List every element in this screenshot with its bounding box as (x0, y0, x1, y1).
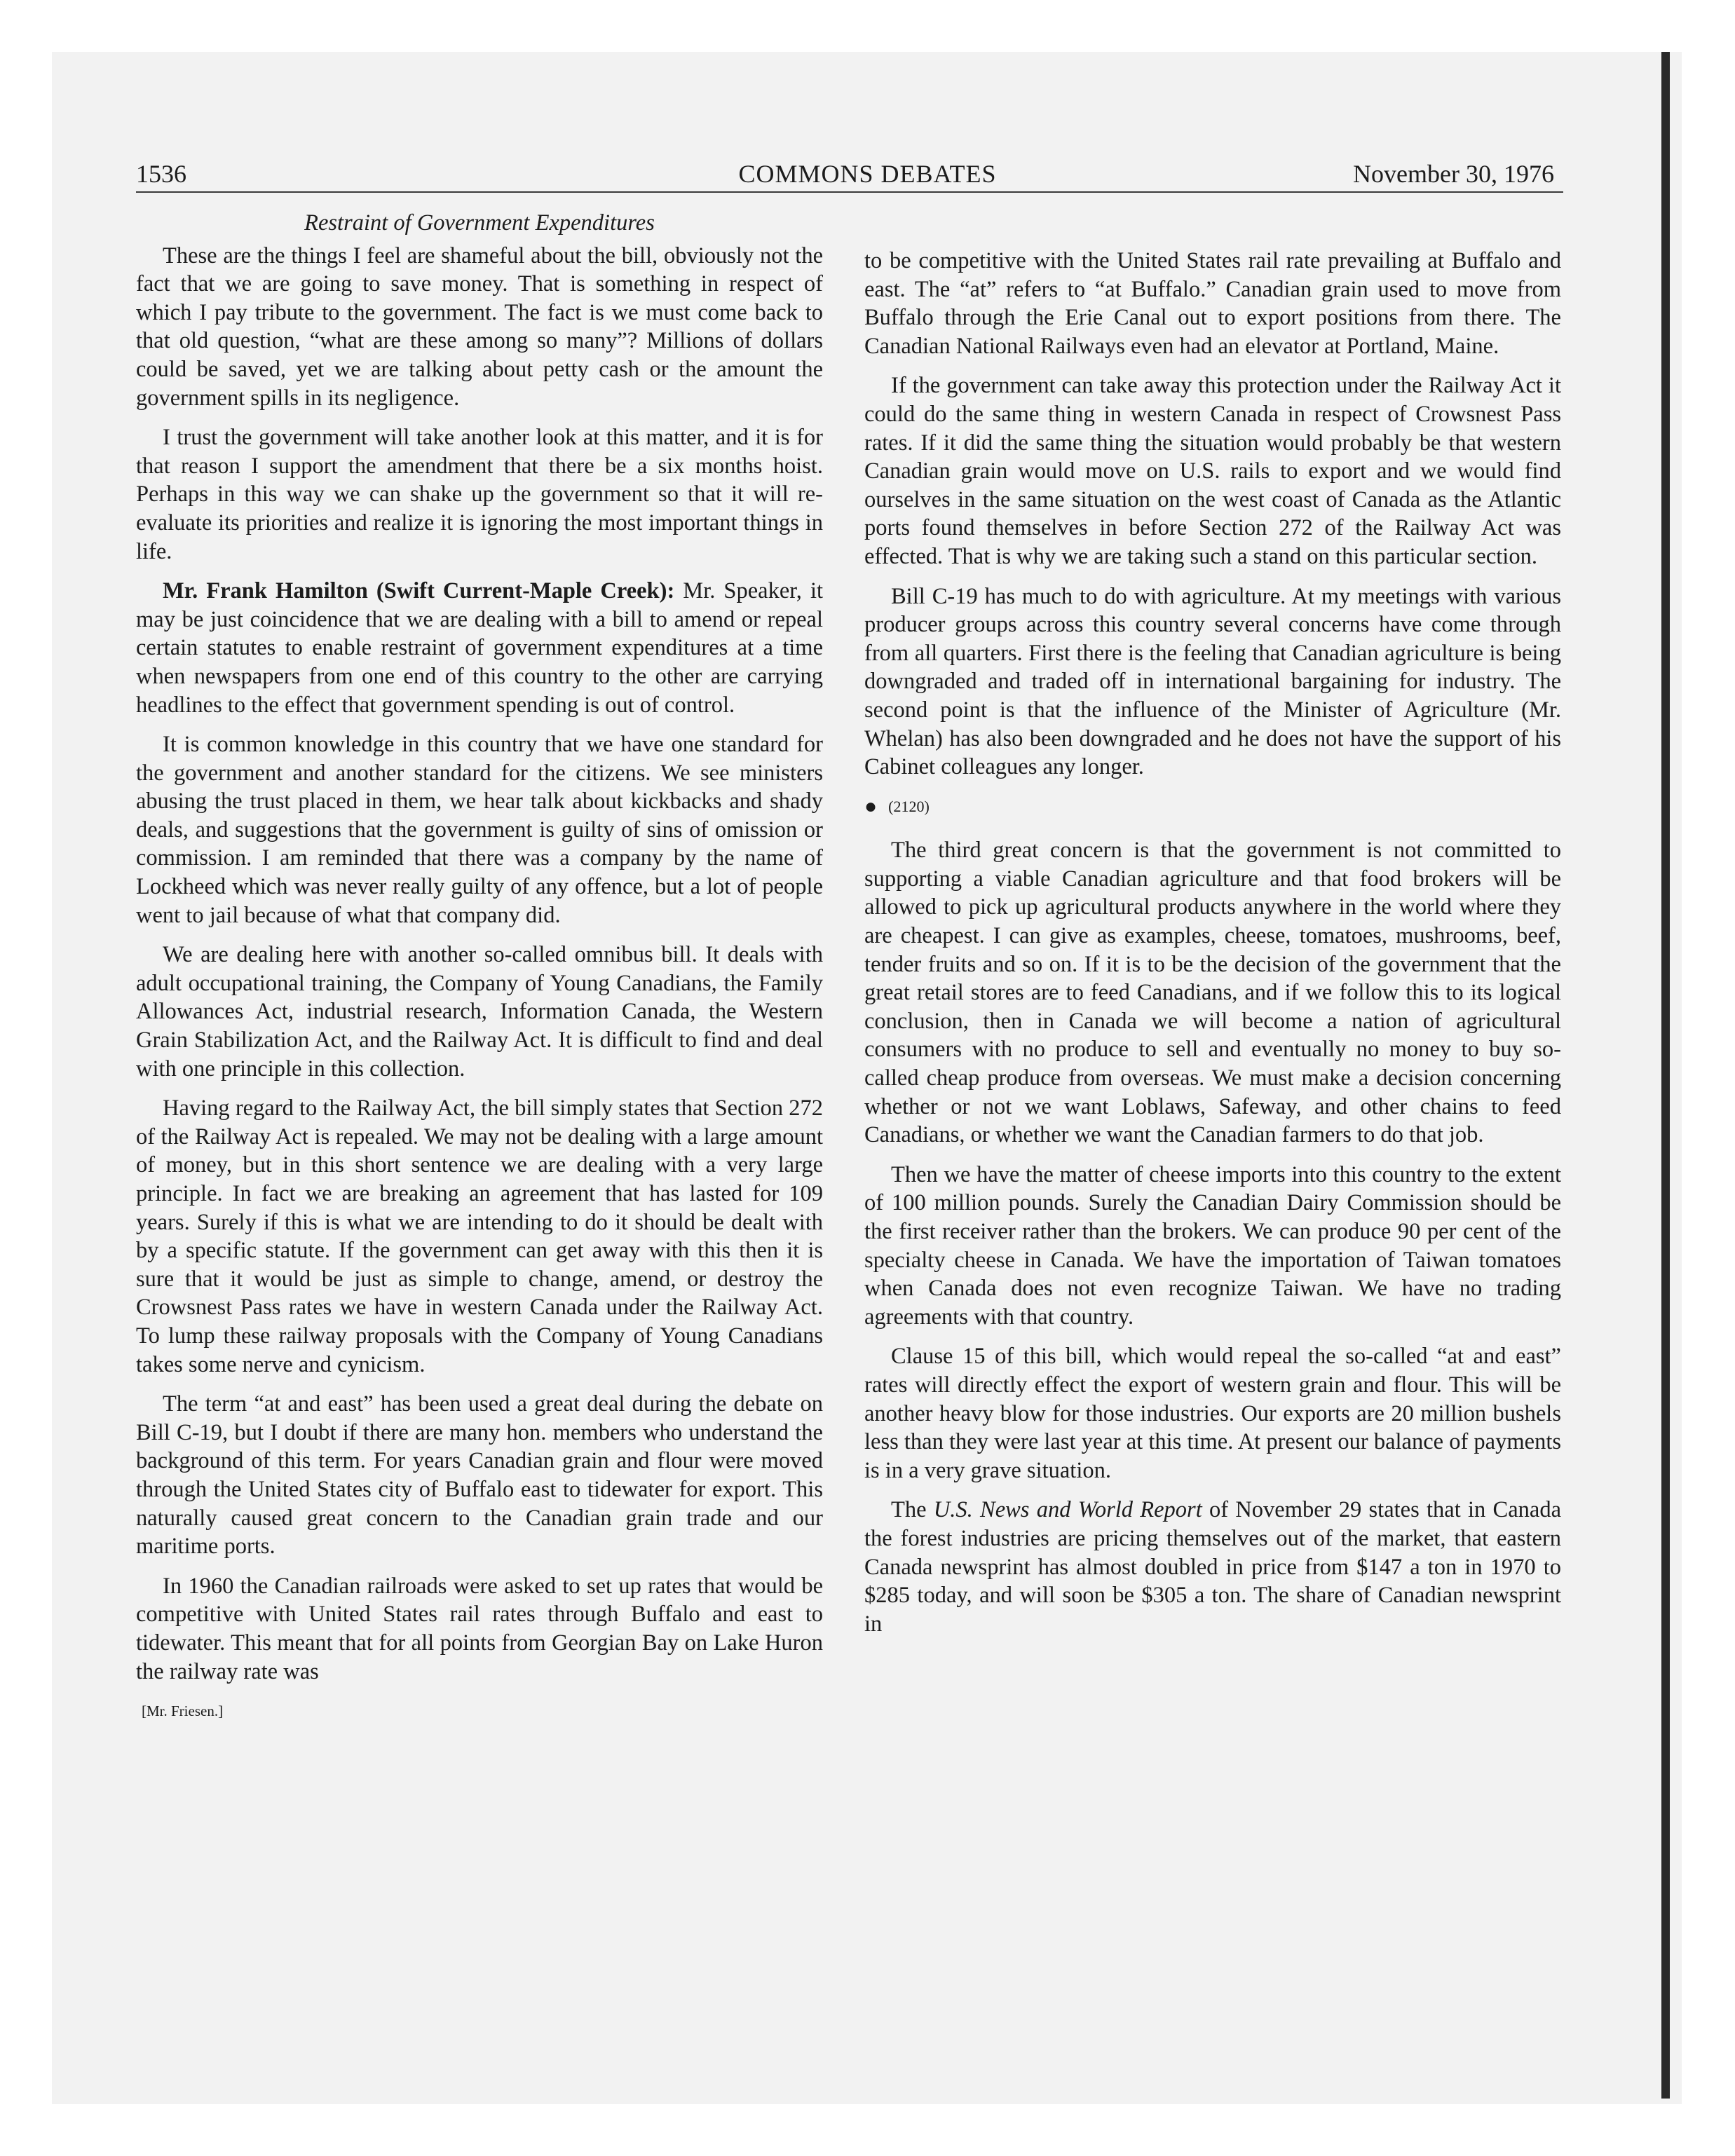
speaker-paragraph (136, 577, 823, 719)
page-date: November 30, 1976 (1353, 160, 1554, 188)
text-run: The (891, 1497, 934, 1523)
publication-title: COMMONS DEBATES (738, 160, 997, 188)
left-column (136, 209, 823, 1726)
paragraph: Bill C-19 has much to do with agriculture. At my meetings with various producer groups across this country several concerns have come through from all quarters. First there is the feeling that Canadian agriculture is being downgraded and traded off in international bargaining for industry. The second point is that the influence of the Minister of Agriculture (Mr. Whelan) has also been downgraded and he does not have the support of his Cabinet colleagues any longer. (864, 583, 1561, 780)
paragraph: Then we have the matter of cheese imports into this country to the extent of 100 million pounds. Surely the Canadian Dairy Commission should be the first receiver rather than the brokers. We can produce 90 per cent of the specialty cheese in Canada. We have the importation of Taiwan tomatoes when Canada does not even recognize Taiwan. We have no trading agreements with that country. (864, 1161, 1561, 1330)
paragraph: In 1960 the Canadian railroads were asked to set up rates that would be competitive with United States rail rates through Buffalo and east to tidewater. This meant that for all points from Georgian Bay on Lake Huron the railway rate was (136, 1573, 823, 1684)
paragraph: I trust the government will take another look at this matter, and it is for that reason I support the amendment that there be a six months hoist. Perhaps in this way we can shake up the government so that it will re-evaluate its priorities and realize it is ignoring the most important things in life. (136, 425, 823, 564)
section-title: Restraint of Government Expenditures (304, 210, 655, 236)
paragraph: Having regard to the Railway Act, the bill simply states that Section 272 of the Railway Act is repealed. We may not be dealing with a large amount of money, but in this short sentence we are dealing with a very large principle. In fact we are breaking an agreement that has lasted for 109 years. Surely if this is what we are intending to do it should be dealt with by a specific statute. If the government can get away with this then it is sure that it would be just as simple to change, amend, or destroy the Crowsnest Pass rates we have in western Canada under the Railway Act. To lump these railway proposals with the Company of Young Canadians takes some nerve and cynicism. (136, 1096, 823, 1377)
paragraph: It is common knowledge in this country that we have one standard for the government and another standard for the citizens. We see ministers abusing the trust placed in them, we hear talk about kickbacks and shady deals, and suggestions that the government is guilty of sins of omission or commission. I am reminded that there was a company by the name of Lockheed which was never really guilty of any offence, but a lot of people went to jail because of what that company did. (136, 732, 823, 928)
paragraph: These are the things I feel are shameful about the bill, obviously not the fact that we are going to save money. That is something in respect of which I pay tribute to the government. The fact is we must come back to that old question, “what are these among so many”? Millions of dollars could be saved, yet we are talking about petty cash or the amount the government spills in its negligence. (136, 243, 823, 411)
paragraph (864, 1496, 1561, 1638)
scan-edge-bar (1661, 52, 1670, 2099)
time-marker (864, 793, 1561, 821)
header-rule (136, 191, 1563, 193)
paragraph-continued: to be competitive with the United States rail rate prevailing at Buffalo and east. The “at” refers to “at Buffalo.” Canadian grain used to move from Buffalo through the Erie Canal out to export positions from there. The Canadian National Railways even had an elevator at Portland, Maine. (864, 248, 1561, 359)
paragraph: Clause 15 of this bill, which would repeal the so-called “at and east” rates will directly effect the export of western grain and flour. This will be another heavy blow for those industries. Our exports are 20 million bushels less than they were last year at this time. At present our balance of payments is in a very grave situation. (864, 1344, 1561, 1483)
speaker-text: Mr. Speaker, it may be just coincidence that we are dealing with a bill to amend or repeal certain statutes to enable restraint of government expenditures at a time when newspapers from one end of this country to the other are carrying headlines to the effect that government spending is out of control. (136, 578, 823, 718)
publication-name: U.S. News and World Report (933, 1497, 1202, 1523)
speaker-footnote: [Mr. Friesen.] (142, 1703, 224, 1720)
text-run: of November 29 states that in Canada the forest industries are pricing themselves out of the market, that eastern Canada newsprint has almost doubled in price from $147 a ton in 1970 to $285 today, and will soon be $305 a ton. The share of Canadian newsprint in (864, 1497, 1562, 1637)
speaker-name: Mr. Frank Hamilton (Swift Current-Maple Creek): (163, 578, 675, 604)
paragraph: The third great concern is that the government is not committed to supporting a viable Canadian agriculture and that food brokers will be allowed to pick up agricultural products anywhere in the world where they are cheapest. I can give as examples, cheese, tomatoes, mushrooms, beef, tender fruits and so on. If it is to be the decision of the government that the great retail stores are to feed Canadians, and if we follow this to its logical conclusion, then in Canada we will become a nation of agricultural consumers with no produce to sell and eventually no money to buy so-called cheap produce from overseas. We must make a decision concerning whether or not we want Loblaws, Safeway, and other chains to feed Canadians, or whether we want the Canadian farmers to do that job. (864, 838, 1561, 1148)
bullet-icon: ● (864, 794, 878, 818)
paragraph: We are dealing here with another so-called omnibus bill. It deals with adult occupational training, the Company of Young Canadians, the Family Allowances Act, industrial research, Information Canada, the Western Grain Stabilization Act, and the Railway Act. It is difficult to find and deal with one principle in this collection. (136, 942, 823, 1082)
page-number: 1536 (136, 160, 186, 188)
right-column (864, 247, 1561, 1649)
paragraph: If the government can take away this protection under the Railway Act it could do the same thing in western Canada in respect of Crowsnest Pass rates. If it did the same thing the situation would probably be that western Canadian grain would move on U.S. rails to export and we would find ourselves in the same situation on the west coast of Canada as the Atlantic ports found themselves in before Section 272 of the Railway Act was effected. That is why we are taking such a stand on this particular section. (864, 373, 1561, 569)
time-marker-label: (2120) (888, 797, 930, 815)
paragraph: The term “at and east” has been used a great deal during the debate on Bill C-19, but I doubt if there are many hon. members who understand the background of this term. For years Canadian grain and flour were moved through the United States city of Buffalo east to tidewater for export. This naturally caused great concern to the Canadian grain trade and our maritime ports. (136, 1391, 823, 1560)
